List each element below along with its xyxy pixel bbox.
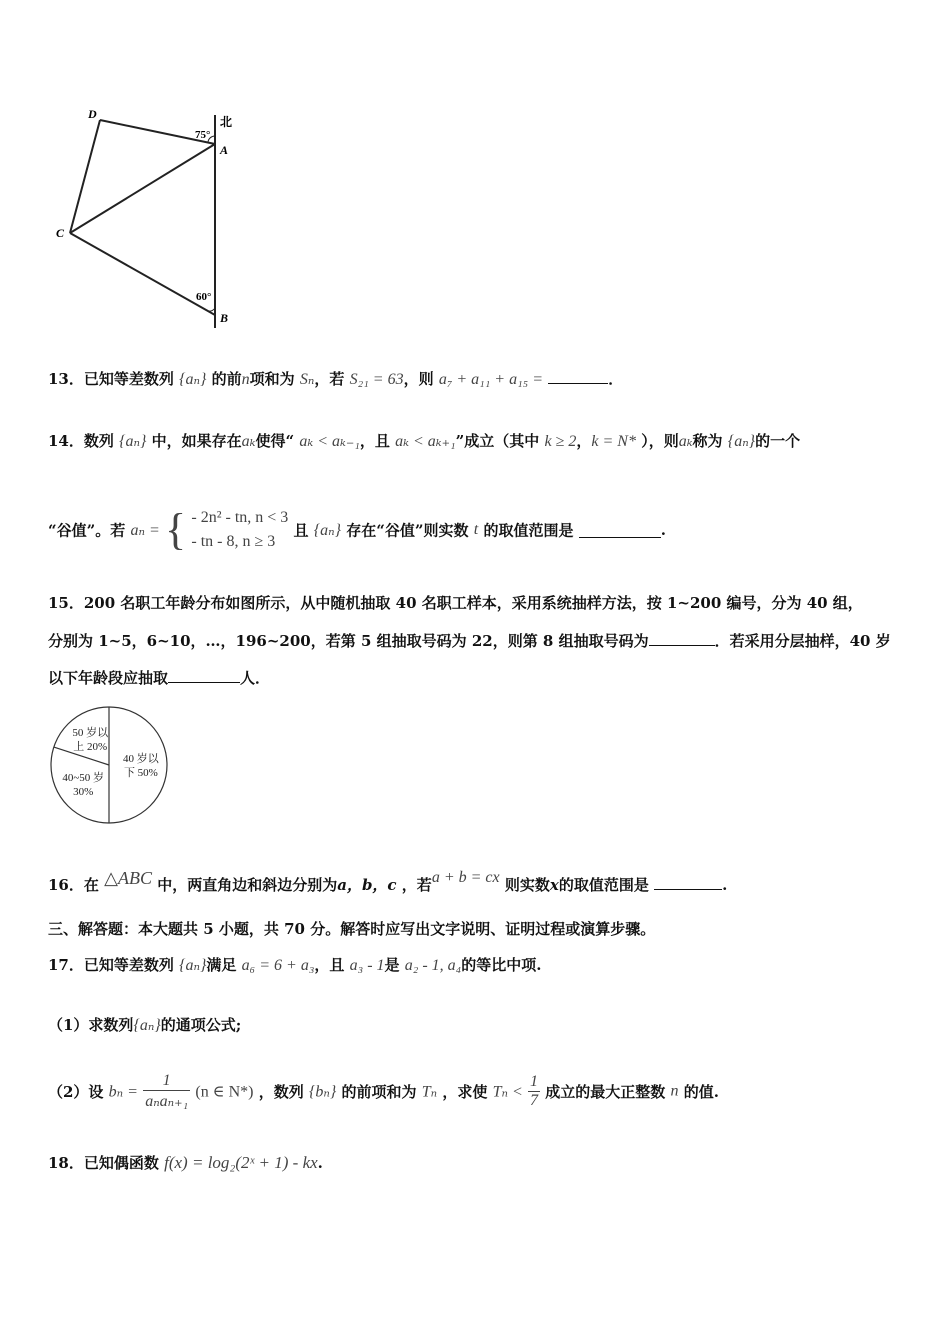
question-17-part1: （1）求数列{aₙ}的通项公式;: [48, 1016, 242, 1034]
pie-slice-label: 30%: [73, 785, 94, 798]
segment-ca: [70, 144, 215, 233]
label-north: 北: [220, 115, 233, 129]
piecewise-cases: - 2n² - tn, n < 3 - tn - 8, n ≥ 3: [191, 509, 289, 550]
piecewise-brace: {: [165, 505, 187, 554]
question-17-part2: （2）设 bₙ = $\frac{1}{\text{aₙaₙ₊₁}}$ (n ∈ N*) ，数列 {bₙ} 的前项和为 Tₙ ，求使 Tₙ < $\frac{1}{7}$ 成立的最大正整数 n 的值.: [48, 1072, 719, 1110]
geometry-figure: [50, 100, 250, 340]
label-d: D: [88, 107, 97, 121]
segment-dc: [70, 120, 100, 233]
age-pie-chart: [46, 706, 172, 824]
question-15-line2: 分别为 1~5，6~10，…，196~200，若第 5 组抽取号码为 22，则第 8 组抽取号码为 ．若采用分层抽样，40 岁: [48, 632, 891, 650]
angle-75: 75°: [195, 129, 211, 141]
question-14: 14．数列 {aₙ} 中，如果存在aₖ使得“ aₖ < aₖ₋₁，且 aₖ < aₖ₊₁”成立（其中 k ≥ 2，k = N* ），则aₖ称为 {aₙ}的一个: [48, 432, 801, 450]
question-15-line3: 以下年龄段应抽取 人．: [48, 669, 271, 687]
answer-blank: [654, 875, 722, 890]
segment-cb: [70, 233, 215, 315]
sum-expression: a₇ + a₁₁ + a₁₅ =: [438, 371, 544, 388]
bn-fraction: $\frac{1}{\text{aₙaₙ₊₁}}$: [145, 1072, 189, 1110]
question-13: 13．已知等差数列 {aₙ} 的前n项和为 Sₙ，若 S₂₁ = 63，则 a₇ + a₁₁ + a₁₅ = ．: [48, 370, 624, 388]
answer-blank: [579, 523, 661, 538]
angle-60: 60°: [196, 291, 212, 303]
question-17: 17．已知等差数列 {aₙ}满足 a₆ = 6 + a₃，且 a₃ - 1是 a₂ - 1, a₄的等比中项.: [48, 956, 542, 974]
label-c: C: [56, 226, 65, 240]
question-14-line2: “谷值”。若 aₙ = { - 2n² - tn, n < 3 - tn - 8, n ≥ 3 且 {aₙ} 存在“谷值”则实数 t 的取值范围是 .: [48, 505, 666, 554]
pie-slice-label: 上 20%: [73, 741, 108, 754]
sum-condition: S₂₁ = 63: [349, 371, 404, 388]
answer-blank: [548, 369, 608, 384]
answer-blank: [649, 631, 715, 646]
answer-blank: [168, 668, 240, 683]
section-3-heading: 三、解答题：本大题共 5 小题，共 70 分。解答时应写出文字说明、证明过程或演算步骤。: [48, 920, 656, 938]
question-18: 18．已知偶函数 f(x) = log₂(2ˣ + 1) - kx.: [48, 1153, 323, 1172]
angle-arc-b: [208, 308, 215, 311]
one-seventh-fraction: $\frac{1}{7}$: [530, 1073, 539, 1109]
question-15-line1: 15．200 名职工年龄分布如图所示，从中随机抽取 40 名职工样本，采用系统抽样方法，按 1~200 编号，分为 40 组，: [48, 594, 863, 612]
label-a: A: [220, 143, 229, 157]
pie-slice-label: 40 岁以: [123, 753, 159, 765]
function-definition: f(x) = log₂(2ˣ + 1) - kx: [164, 1153, 318, 1172]
pie-slice-label: 50 岁以: [72, 727, 109, 740]
pie-slice-label: 40~50 岁: [62, 771, 105, 784]
label-b: B: [220, 311, 229, 325]
seq-a-set: {aₙ}: [179, 371, 207, 388]
pie-slice-label: 下 50%: [123, 767, 158, 779]
question-16: 16．在 △ABC 中，两直角边和斜边分别为a，b，c ，若a + b = cx 则实数x的取值范围是 .: [48, 868, 728, 894]
